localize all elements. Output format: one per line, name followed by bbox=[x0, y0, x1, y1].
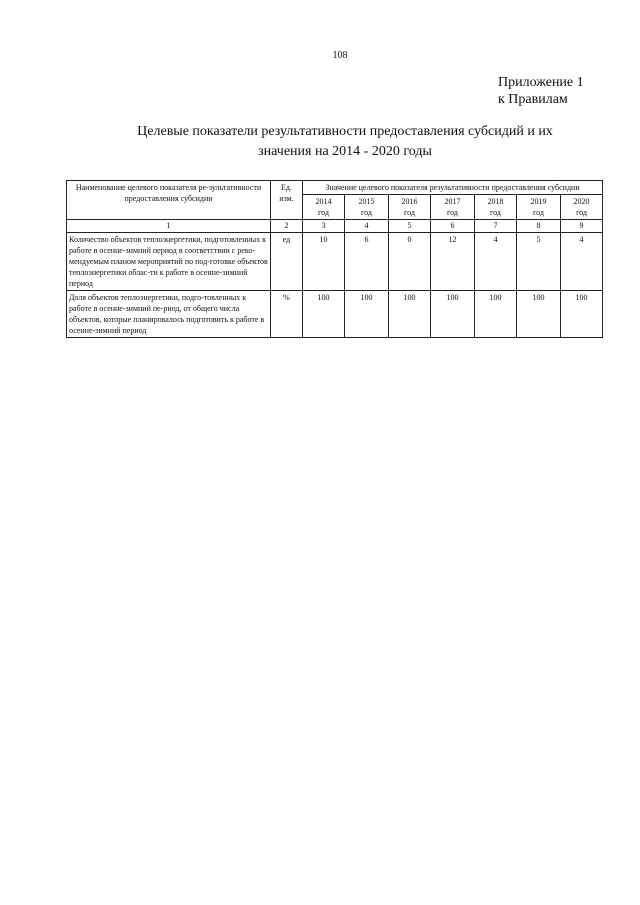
year-cell: 2020 год bbox=[561, 195, 603, 220]
column-number: 3 bbox=[303, 220, 345, 233]
appendix-line-1: Приложение 1 bbox=[498, 75, 584, 90]
column-number: 4 bbox=[345, 220, 389, 233]
column-number: 2 bbox=[271, 220, 303, 233]
column-number: 8 bbox=[517, 220, 561, 233]
indicator-value: 4 bbox=[475, 233, 517, 291]
indicator-value: 100 bbox=[303, 291, 345, 338]
indicator-value: 5 bbox=[517, 233, 561, 291]
header-indicator-name: Наименование целевого показателя ре-зультативности предоставления субсидии bbox=[67, 181, 271, 220]
year-cell: 2019 год bbox=[517, 195, 561, 220]
year-cell: 2015 год bbox=[345, 195, 389, 220]
table-row bbox=[67, 291, 603, 338]
header-row bbox=[67, 181, 603, 195]
column-number: 1 bbox=[67, 220, 271, 233]
indicator-name: Доля объектов теплоэнергетики, подго-товленных к работе в осенне-зимний пе-риод, от общего числа объектов, которые планировалось подготовить к работе в осенне-зимний период bbox=[67, 291, 271, 338]
column-number: 7 bbox=[475, 220, 517, 233]
indicator-value: 100 bbox=[389, 291, 431, 338]
indicator-value: 100 bbox=[561, 291, 603, 338]
indicator-value: 100 bbox=[517, 291, 561, 338]
year-cell: 2014 год bbox=[303, 195, 345, 220]
column-number-row bbox=[67, 220, 603, 233]
appendix-line-2: к Правилам bbox=[498, 92, 568, 107]
document-title bbox=[100, 122, 590, 162]
indicator-unit: ед bbox=[271, 233, 303, 291]
table-row bbox=[67, 233, 603, 291]
indicator-value: 10 bbox=[303, 233, 345, 291]
title-line-1: Целевые показатели результативности предоставления субсидий и их bbox=[137, 124, 553, 139]
page-number: 108 bbox=[332, 50, 348, 61]
title-line-2: значения на 2014 - 2020 годы bbox=[258, 144, 432, 159]
column-number: 9 bbox=[561, 220, 603, 233]
indicator-unit: % bbox=[271, 291, 303, 338]
year-cell: 2018 год bbox=[475, 195, 517, 220]
indicator-name: Количество объектов теплоэнергетики, подготовленных к работе в осенне-зимний период в соответствии с реко-мендуемым планом мероприятий по под-готовке объектов теплоэнергетики облас-ти к работе в осенне-зимний период bbox=[67, 233, 271, 291]
indicator-value: 100 bbox=[475, 291, 517, 338]
column-number: 5 bbox=[389, 220, 431, 233]
header-indicator-value: Значение целевого показателя результативности предоставления субсидии bbox=[303, 181, 603, 195]
indicator-value: 0 bbox=[389, 233, 431, 291]
indicator-value: 100 bbox=[345, 291, 389, 338]
appendix-label bbox=[498, 74, 584, 108]
header-unit: Ед. изм. bbox=[271, 181, 303, 220]
indicator-value: 100 bbox=[431, 291, 475, 338]
indicator-value: 6 bbox=[345, 233, 389, 291]
column-number: 6 bbox=[431, 220, 475, 233]
indicators-table bbox=[66, 180, 603, 338]
year-cell: 2017 год bbox=[431, 195, 475, 220]
year-cell: 2016 год bbox=[389, 195, 431, 220]
indicator-value: 12 bbox=[431, 233, 475, 291]
indicator-value: 4 bbox=[561, 233, 603, 291]
